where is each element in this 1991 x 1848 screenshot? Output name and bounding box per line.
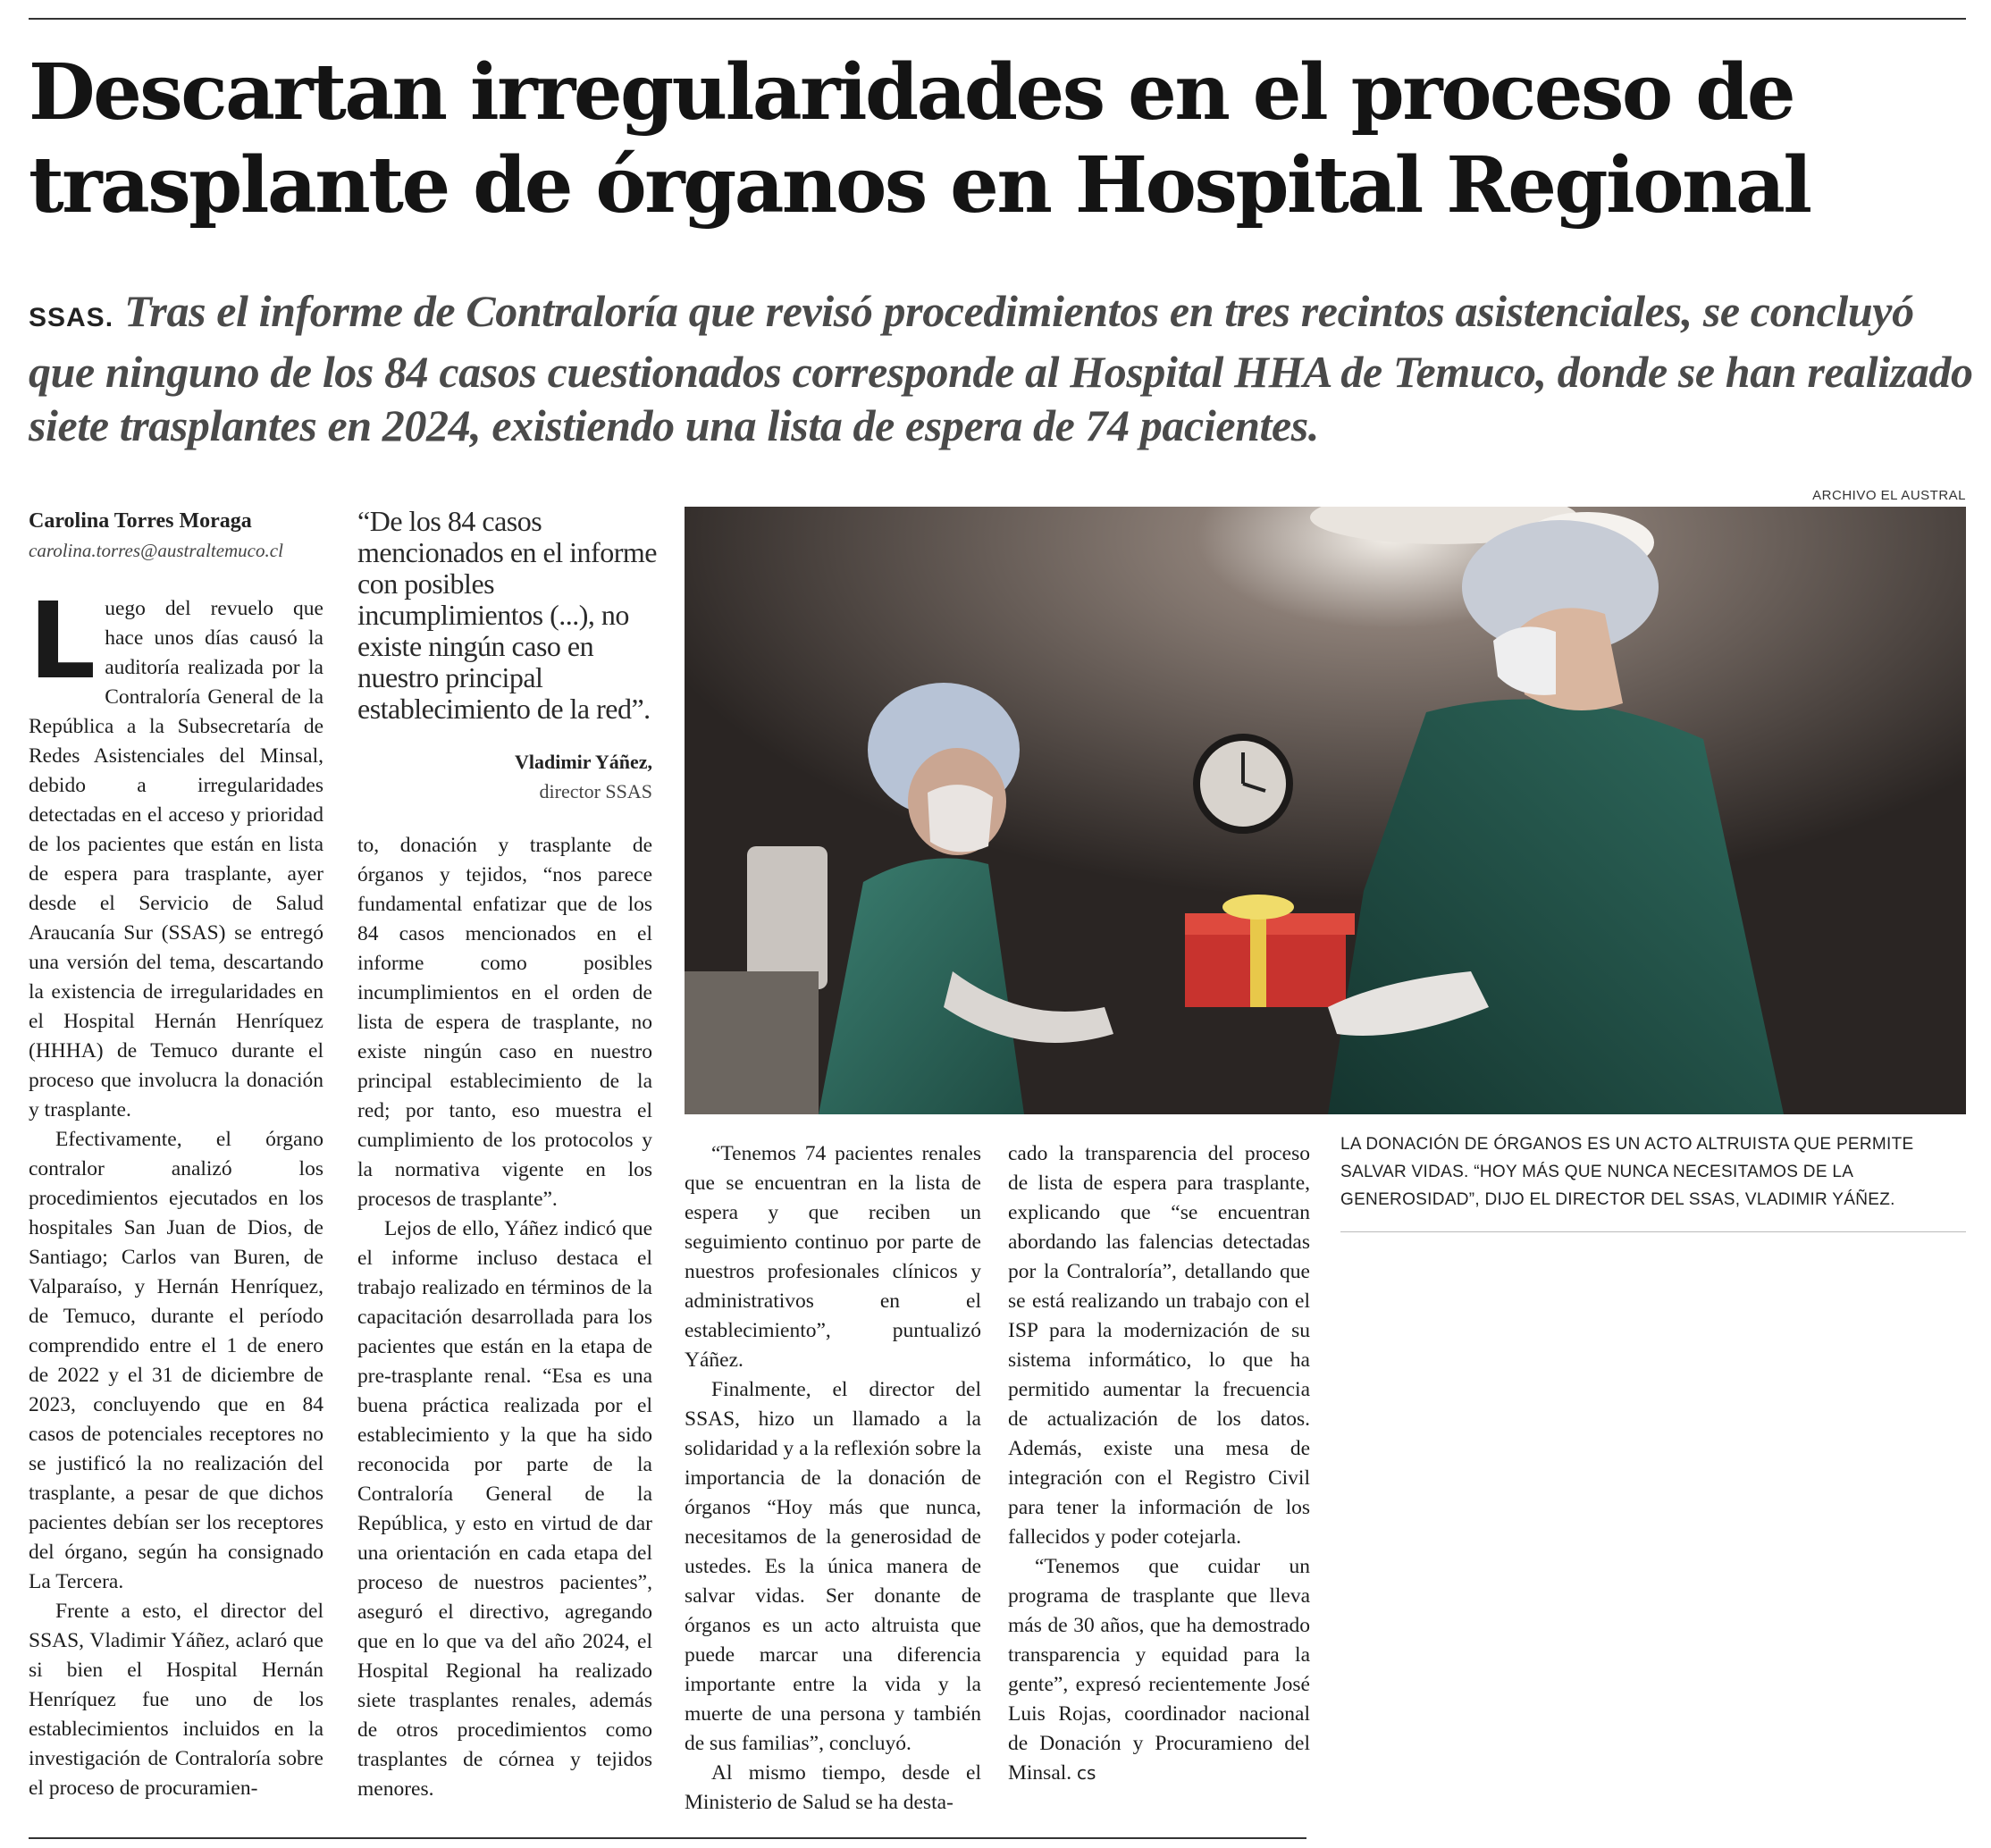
paragraph-text: “Tenemos que cuidar un programa de trasplante que lleva más de 30 años, que ha demostrado transparencia y equidad para la gente”, expresó recientemente José Luis Rojas, coordinador nacional de Donación y Procuramieno del Minsal.: [1008, 1555, 1310, 1785]
top-rule: [29, 18, 1966, 20]
body-column-1: [29, 579, 323, 1803]
caption-rule: [1340, 1231, 1966, 1232]
article-photo: [685, 507, 1966, 1114]
photo-caption: LA DONACIÓN DE ÓRGANOS ES UN ACTO ALTRUISTA QUE PERMITE SALVAR VIDAS. “HOY MÁS QUE NUNCA NECESITAMOS DE LA GENEROSIDAD”, DIJO EL DIRECTOR DEL SSAS, VLADIMIR YÁÑEZ.: [1340, 1135, 1914, 1209]
dropcap: L: [29, 579, 97, 702]
paragraph-text: uego del revuelo que hace unos días causó la auditoría realizada por la Contraloría General de la República a la Subsecretaría de Redes Asistenciales del Minsal, debido a irregularidades detectadas en el acceso y prioridad de los pacientes que están en lista de espera para trasplante, ayer desde el Servicio de Salud Araucanía Sur (SSAS) se entregó una versión del tema, descartando la existencia de irregularidades en el Hospital Hernán Henríquez (HHHA) de Temuco durante el proceso que involucra la donación y trasplante.: [29, 597, 323, 1121]
paragraph: “Tenemos 74 pacientes renales que se encuentran en la lista de espera y que reciben un seguimiento continuo por parte de nuestros profesionales clínicos y administrativos en el establecimiento”, puntualizó Yáñez.: [685, 1142, 981, 1372]
paragraph: cado la transparencia del proceso de lista de espera para trasplante, explicando que “se encuentran abordando las falencias detectadas por la Contraloría”, detallando que se está realizando un trabajo con el ISP para la modernización de su sistema informático, lo que ha permitido aumentar la frecuencia de actualización de los datos. Además, existe una mesa de integración con el Registro Civil para tener la información de los fallecidos y poder cotejarla.: [1008, 1142, 1310, 1549]
paragraph: [29, 579, 323, 1125]
paragraph: Efectivamente, el órgano contralor analizó los procedimientos ejecutados en los hospitales San Juan de Dios, de Santiago; Carlos van Buren, de Valparaíso, y Hernán Henríquez, de Temuco, durante el período comprendido entre el 1 de enero de 2022 y el 31 de diciembre de 2023, concluyendo que en 84 casos de potenciales receptores no se justificó la no realización del trasplante, a pesar de que dichos pacientes debían ser los receptores del órgano, según ha consignado La Tercera.: [29, 1128, 323, 1593]
byline-email[interactable]: carolina.torres@australtemuco.cl: [29, 540, 283, 561]
headline: Descartan irregularidades en el proceso de trasplante de órganos en Hospital Regional: [29, 47, 1810, 231]
photo-credit: ARCHIVO EL AUSTRAL: [1812, 488, 1966, 503]
pull-quote: “De los 84 casos mencionados en el informe con posibles incumplimientos (...), no existe ningún caso en nuestro principal establecimiento de la red”.: [357, 505, 657, 725]
pull-quote-role: director SSAS: [539, 780, 652, 802]
paragraph: Finalmente, el director del SSAS, hizo un llamado a la solidaridad y a la reflexión sobre la importancia de la donación de órganos “Hoy más que nunca, necesitamos de la generosidad de ustedes. Es la única manera de salvar vidas. Ser donante de órganos es un acto altruista que puede marcar una diferencia importante entre la vida y la muerte de una persona y también de sus familias”, concluyó.: [685, 1378, 981, 1755]
deck: [29, 284, 1977, 452]
paragraph: Lejos de ello, Yáñez indicó que el informe incluso destaca el trabajo realizado en términos de la capacitación desarrollada para los pacientes que están en la etapa de pre-trasplante renal. “Esa es una buena práctica realizada por el establecimiento y la que ha sido reconocida por parte de la Contraloría General de la República, y esto en virtud de dar una orientación en cada etapa del proceso de nuestros pacientes”, aseguró el directivo, agregando que en lo que va del año 2024, el Hospital Regional ha realizado siete trasplantes renales, además de otros procedimientos como trasplantes de córnea y tejidos menores.: [357, 1217, 652, 1801]
body-column-4: [1008, 1139, 1310, 1788]
byline-name: Carolina Torres Moraga: [29, 509, 252, 533]
wall-clock: [1197, 737, 1290, 830]
paragraph: [1008, 1552, 1310, 1788]
bottom-rule: [29, 1837, 1306, 1839]
paragraph: Frente a esto, el director del SSAS, Vladimir Yáñez, aclaró que si bien el Hospital Hernán Henríquez fue uno de los establecimientos incluidos en la investigación de Contraloría sobre el proceso de procuramien-: [29, 1600, 323, 1800]
body-column-2: [357, 831, 652, 1804]
paragraph: Al mismo tiempo, desde el Ministerio de Salud se ha desta-: [685, 1761, 981, 1814]
paragraph: to, donación y trasplante de órganos y tejidos, “nos parece fundamental enfatizar que de los 84 casos mencionados en el informe como posibles incumplimientos en el orden de lista de espera de trasplante, no existe ningún caso en nuestro principal establecimiento de la red; por tanto, eso muestra el cumplimiento de los protocolos y la normativa vigente en los procesos de trasplante”.: [357, 834, 652, 1211]
end-mark-icon: cs: [1077, 1762, 1096, 1784]
deck-text: Tras el informe de Contraloría que revisó procedimientos en tres recintos asistenciales, se concluyó que ninguno de los 84 casos cuestionados corresponde al Hospital HHA de Temuco, donde se han realizado siete trasplantes en 2024, existiendo una lista de espera de 74 pacientes.: [29, 286, 1973, 450]
operating-room-illustration: [685, 507, 1966, 1114]
pull-quote-author: Vladimir Yáñez,: [515, 751, 652, 773]
deck-kicker: SSAS.: [29, 303, 114, 332]
body-column-3: [685, 1139, 981, 1818]
